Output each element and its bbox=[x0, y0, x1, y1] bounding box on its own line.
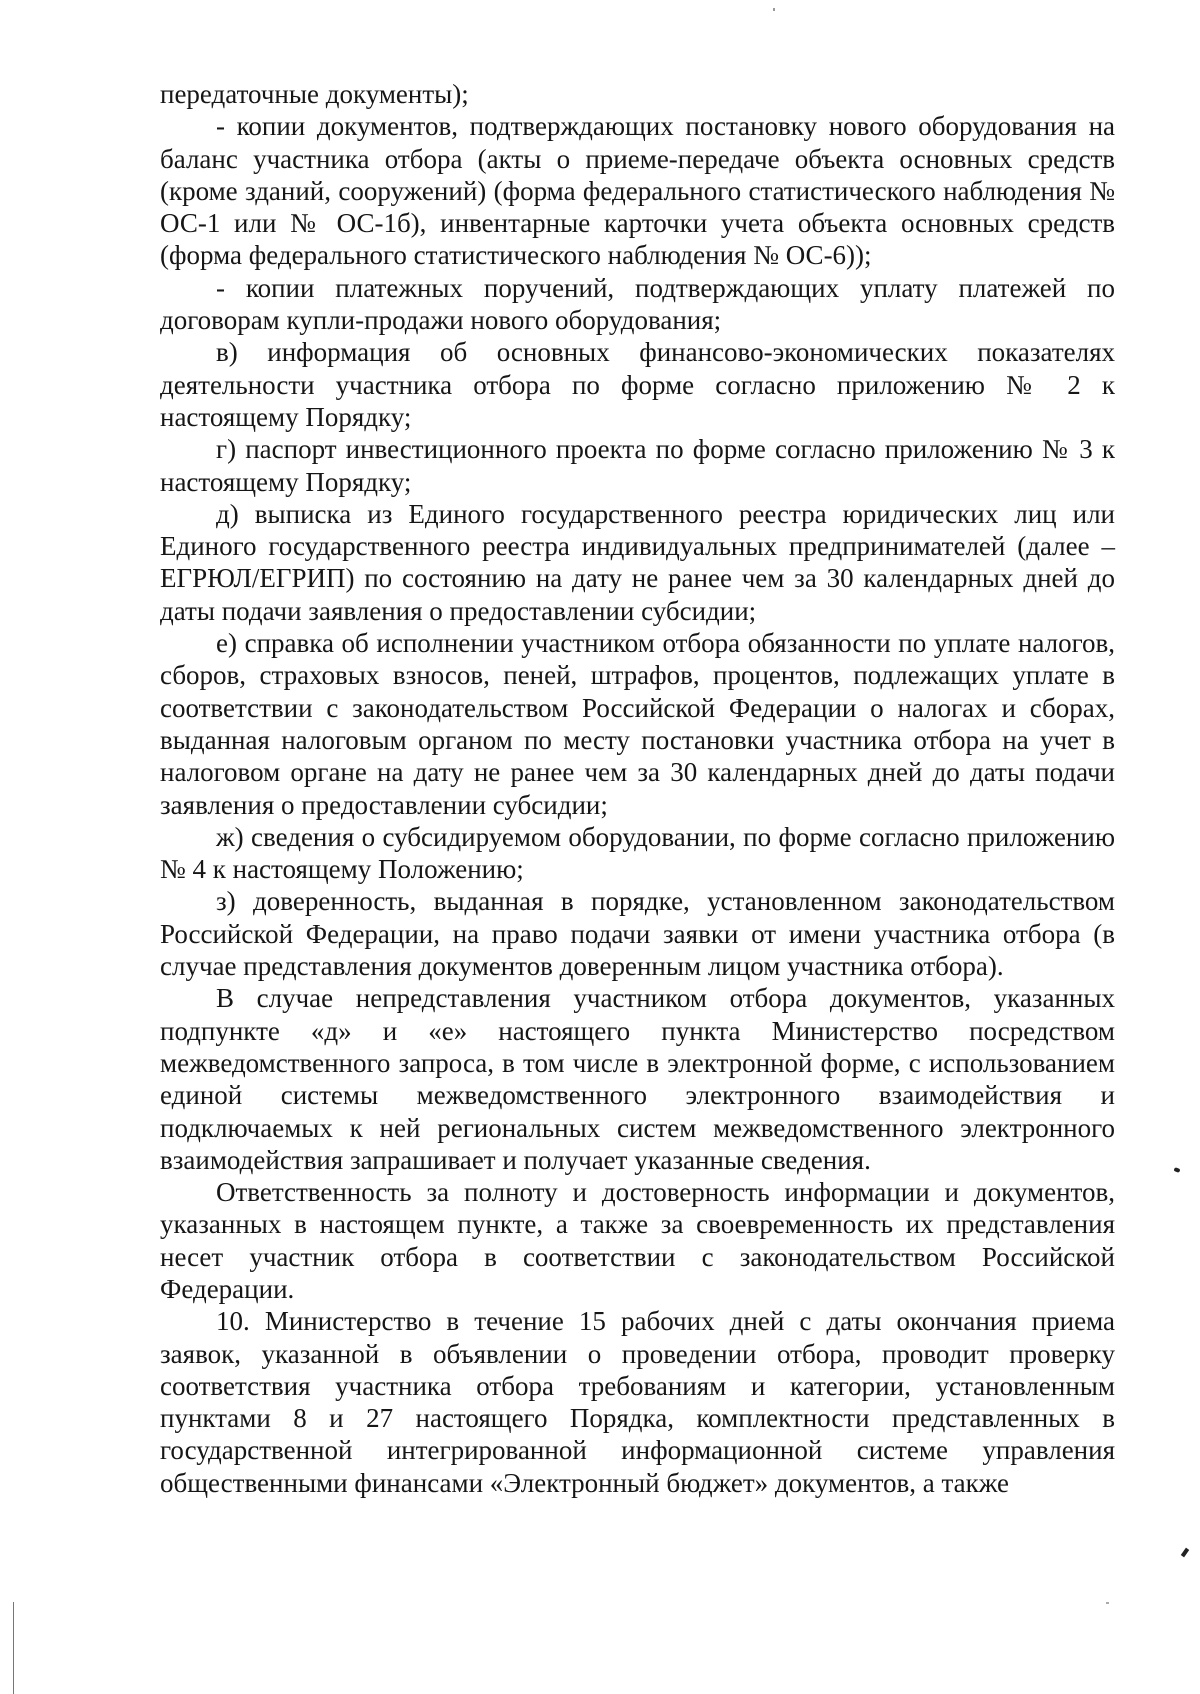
scan-speck bbox=[1173, 1167, 1180, 1173]
paragraph: з) доверенность, выданная в порядке, установленном законодательством Российской Федерации, на право подачи заявки от имени участника отбора (в случае представления документов доверенным лицом участника отбора). bbox=[160, 886, 1115, 982]
scan-speck bbox=[773, 8, 775, 11]
paragraph: д) выписка из Единого государственного реестра юридических лиц или Единого государственного реестра индивидуальных предпринимателей (далее – ЕГРЮЛ/ЕГРИП) по состоянию на дату не ранее чем за 30 календарных дней до даты подачи заявления о предоставлении субсидии; bbox=[160, 498, 1115, 626]
paragraph: ж) сведения о субсидируемом оборудовании, по форме согласно приложению № 4 к настоящему Положению; bbox=[160, 821, 1115, 885]
scan-speck bbox=[1106, 1602, 1109, 1604]
paragraph: В случае непредставления участником отбора документов, указанных подпункте «д» и «е» настоящего пункта Министерство посредством межведомственного запроса, в том числе в электронной форме, с использованием единой системы межведомственного электронного взаимодействия и подключаемых к ней региональных систем межведомственного электронного взаимодействия запрашивает и получает указанные сведения. bbox=[160, 983, 1115, 1175]
paragraph: - копии платежных поручений, подтверждающих уплату платежей по договорам купли-продажи нового оборудования; bbox=[160, 272, 1115, 336]
paragraph: е) справка об исполнении участником отбора обязанности по уплате налогов, сборов, страховых взносов, пеней, штрафов, процентов, подлежащих уплате в соответствии с законодательством Российской Федерации о налогах и сборах, выданная налоговым органом по месту постановки участника отбора на учет в налоговом органе на дату не ранее чем за 30 календарных дней до даты подачи заявления о предоставлении субсидии; bbox=[160, 628, 1115, 820]
paragraph: в) информация об основных финансово-экономических показателях деятельности участника отбора по форме согласно приложению № 2 к настоящему Порядку; bbox=[160, 337, 1115, 432]
paragraph: - копии документов, подтверждающих постановку нового оборудования на баланс участника отбора (акты о приеме-передаче объекта основных средств (кроме зданий, сооружений) (форма федерального статистического наблюдения № ОС-1 или № ОС-1б), инвентарные карточки учета объекта основных средств (форма федерального статистического наблюдения № ОС-6)); bbox=[160, 111, 1115, 271]
scan-speck bbox=[1181, 1548, 1189, 1558]
document-body bbox=[160, 78, 1115, 1499]
paragraph: 10. Министерство в течение 15 рабочих дней с даты окончания приема заявок, указанной в объявлении о проведении отбора, проводит проверку соответствия участника отбора требованиям и категории, установленным пунктами 8 и 27 настоящего Порядка, комплектности представленных в государственной интегрированной информационной системе управления общественными финансами «Электронный бюджет» документов, а также bbox=[160, 1306, 1115, 1498]
paragraph: г) паспорт инвестиционного проекта по форме согласно приложению № 3 к настоящему Порядку; bbox=[160, 434, 1115, 497]
paragraph: Ответственность за полноту и достоверность информации и документов, указанных в настоящем пункте, а также за своевременность их представления несет участник отбора в соответствии с законодательством Российской Федерации. bbox=[160, 1177, 1115, 1304]
paragraph: передаточные документы); bbox=[160, 79, 469, 109]
scan-edge-line bbox=[13, 1602, 14, 1694]
